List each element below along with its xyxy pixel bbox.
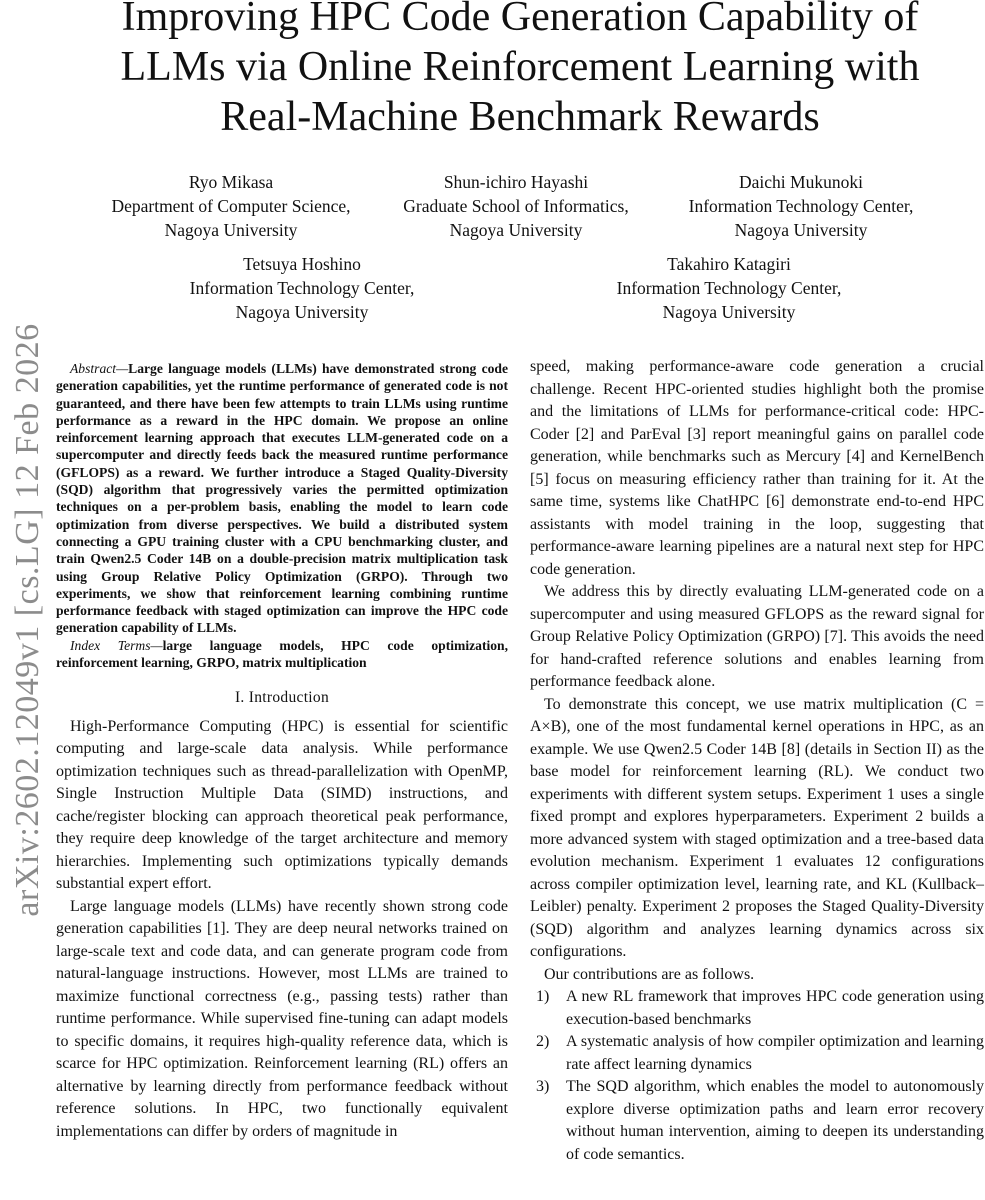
abstract-text: Large language models (LLMs) have demonstrated strong code generation capabilities, yet the runtime performance of generated code is not guaranteed, and there have been few attempts to train LLMs using runtime performance as a reward in the HPC domain. We propose an online reinforcement learning approach that executes LLM-generated code on a supercomputer and directly feeds back the measured runtime performance (GFLOPS) as a reward. We further introduce a Staged Quality-Diversity (SQD) algorithm that progressively varies the permitted optimization techniques on a per-problem basis, enabling the model to learn code optimization from diverse perspectives. We build a distributed system connecting a GPU training cluster with a CPU benchmarking cluster, and train Qwen2.5 Coder 14B on a double-precision matrix multiplication task using Group Relative Policy Optimization (GRPO). Through two experiments, we show that reinforcement learning combining runtime performance feedback with staged optimization can improve the HPC code generation capability of LLMs. [56, 361, 508, 636]
author-block-3 [668, 170, 934, 242]
list-item-text: A systematic analysis of how compiler optimization and learning rate affect learning dynamics [566, 1033, 984, 1073]
body-paragraph: speed, making performance-aware code generation a crucial challenge. Recent HPC-oriented studies highlight both the promise and the limitations of LLMs for performance-critical code: HPC-Coder [2] and ParEval [3] report meaningful gains on parallel code generation, while benchmarks such as Mercury [4] and KernelBench [5] focus on measuring efficiency rather than training for it. At the same time, systems like ChatHPC [6] demonstrate end-to-end HPC assistants with model training in the loop, suggesting that performance-aware learning pipelines are a natural next step for HPC code generation. [530, 358, 984, 578]
author-name: Shun-ichiro Hayashi [443, 172, 589, 192]
list-item [530, 1031, 984, 1076]
author-block-1 [92, 170, 370, 242]
author-dept: Information Technology Center, [688, 196, 914, 216]
author-name: Tetsuya Hoshino [243, 254, 361, 274]
intro-paragraph: Large language models (LLMs) have recently shown strong code generation capabilities [1]. They are deep neural networks trained on large-scale text and code data, and can generate program code from natural-language instructions. However, most LLMs are trained to maximize functional correctness (e.g., passing tests) rather than runtime performance. While supervised fine-tuning can adapt models to specific domains, it requires high-quality reference data, which is scarce for HPC optimization. Reinforcement learning (RL) offers an alternative by learning directly from performance feedback without reference solutions. In HPC, two functionally equivalent implementations can differ by orders of magnitude in [56, 897, 508, 1140]
abstract-label: Abstract— [70, 361, 129, 376]
author-block-4 [170, 252, 434, 324]
author-org: Nagoya University [734, 220, 868, 240]
index-terms-label: Index Terms— [70, 637, 163, 653]
author-name: Ryo Mikasa [188, 172, 274, 192]
author-org: Nagoya University [662, 302, 796, 322]
body-paragraph: We address this by directly evaluating LLM-generated code on a supercomputer and using measured GFLOPS as the reward signal for Group Relative Policy Optimization (GRPO) [7]. This avoids the need for hand-crafted reference solutions and enables learning from performance feedback alone. [530, 583, 984, 690]
index-terms [56, 637, 508, 672]
author-dept: Graduate School of Informatics, [403, 196, 629, 216]
paper-title: Improving HPC Code Generation Capability of LLMs via Online Reinforcement Learning with Real-Machine Benchmark Rewards [120, 0, 920, 140]
author-block-5 [596, 252, 862, 324]
right-column [530, 356, 984, 1166]
arxiv-identifier: arXiv:2602.12049v1 [cs.LG] 12 Feb 2026 [9, 323, 46, 917]
author-org: Nagoya University [449, 220, 583, 240]
list-item [530, 1076, 984, 1166]
index-terms-text: large language models, HPC code optimization, reinforcement learning, GRPO, matrix multiplication [56, 637, 509, 671]
intro-paragraph: High-Performance Computing (HPC) is essential for scientific computing and large-scale data analysis. While performance optimization techniques such as thread-parallelization with OpenMP, Single Instruction Multiple Data (SIMD) instructions, and cache/register blocking can approach theoretical peak performance, they require deep knowledge of the target architecture and memory hierarchies. Implementing such optimizations typically demands substantial expert effort. [56, 717, 508, 893]
list-item-text: A new RL framework that improves HPC code generation using execution-based benchmarks [566, 988, 984, 1028]
section-heading-introduction: I. Introduction [234, 689, 330, 707]
author-name: Daichi Mukunoki [739, 172, 863, 192]
list-item-text: The SQD algorithm, which enables the model to autonomously explore diverse optimization paths and learn error recovery without human intervention, aiming to deepen its understanding of code semantics. [566, 1078, 984, 1163]
left-column [56, 360, 508, 1143]
author-dept: Information Technology Center, [189, 278, 415, 298]
author-dept: Information Technology Center, [616, 278, 842, 298]
list-item-number: 1) [536, 988, 550, 1005]
author-org: Nagoya University [235, 302, 369, 322]
contributions-list [530, 986, 984, 1166]
author-block-2 [384, 170, 648, 242]
author-name: Takahiro Katagiri [667, 254, 791, 274]
body-paragraph: To demonstrate this concept, we use matrix multiplication (C = A×B), one of the most fundamental kernel operations in HPC, as an example. We use Qwen2.5 Coder 14B [8] (details in Section II) as the base model for reinforcement learning (RL). We conduct two experiments with different system setups. Experiment 1 uses a single fixed prompt and explores hyperparameters. Experiment 2 builds a more advanced system with staged optimization and a tree-based data evolution mechanism. Experiment 1 evaluates 12 configurations across compiler optimization level, learning rate, and KL (Kullback–Leibler) penalty. Experiment 2 proposes the Staged Quality-Diversity (SQD) algorithm and analyzes learning dynamics across six configurations. [530, 695, 984, 960]
body-paragraph: Our contributions are as follows. [544, 965, 755, 983]
list-item [530, 986, 984, 1031]
list-item-number: 2) [536, 1033, 550, 1050]
list-item-number: 3) [536, 1078, 550, 1095]
author-dept: Department of Computer Science, [111, 196, 351, 216]
abstract [56, 360, 508, 637]
author-org: Nagoya University [164, 220, 298, 240]
